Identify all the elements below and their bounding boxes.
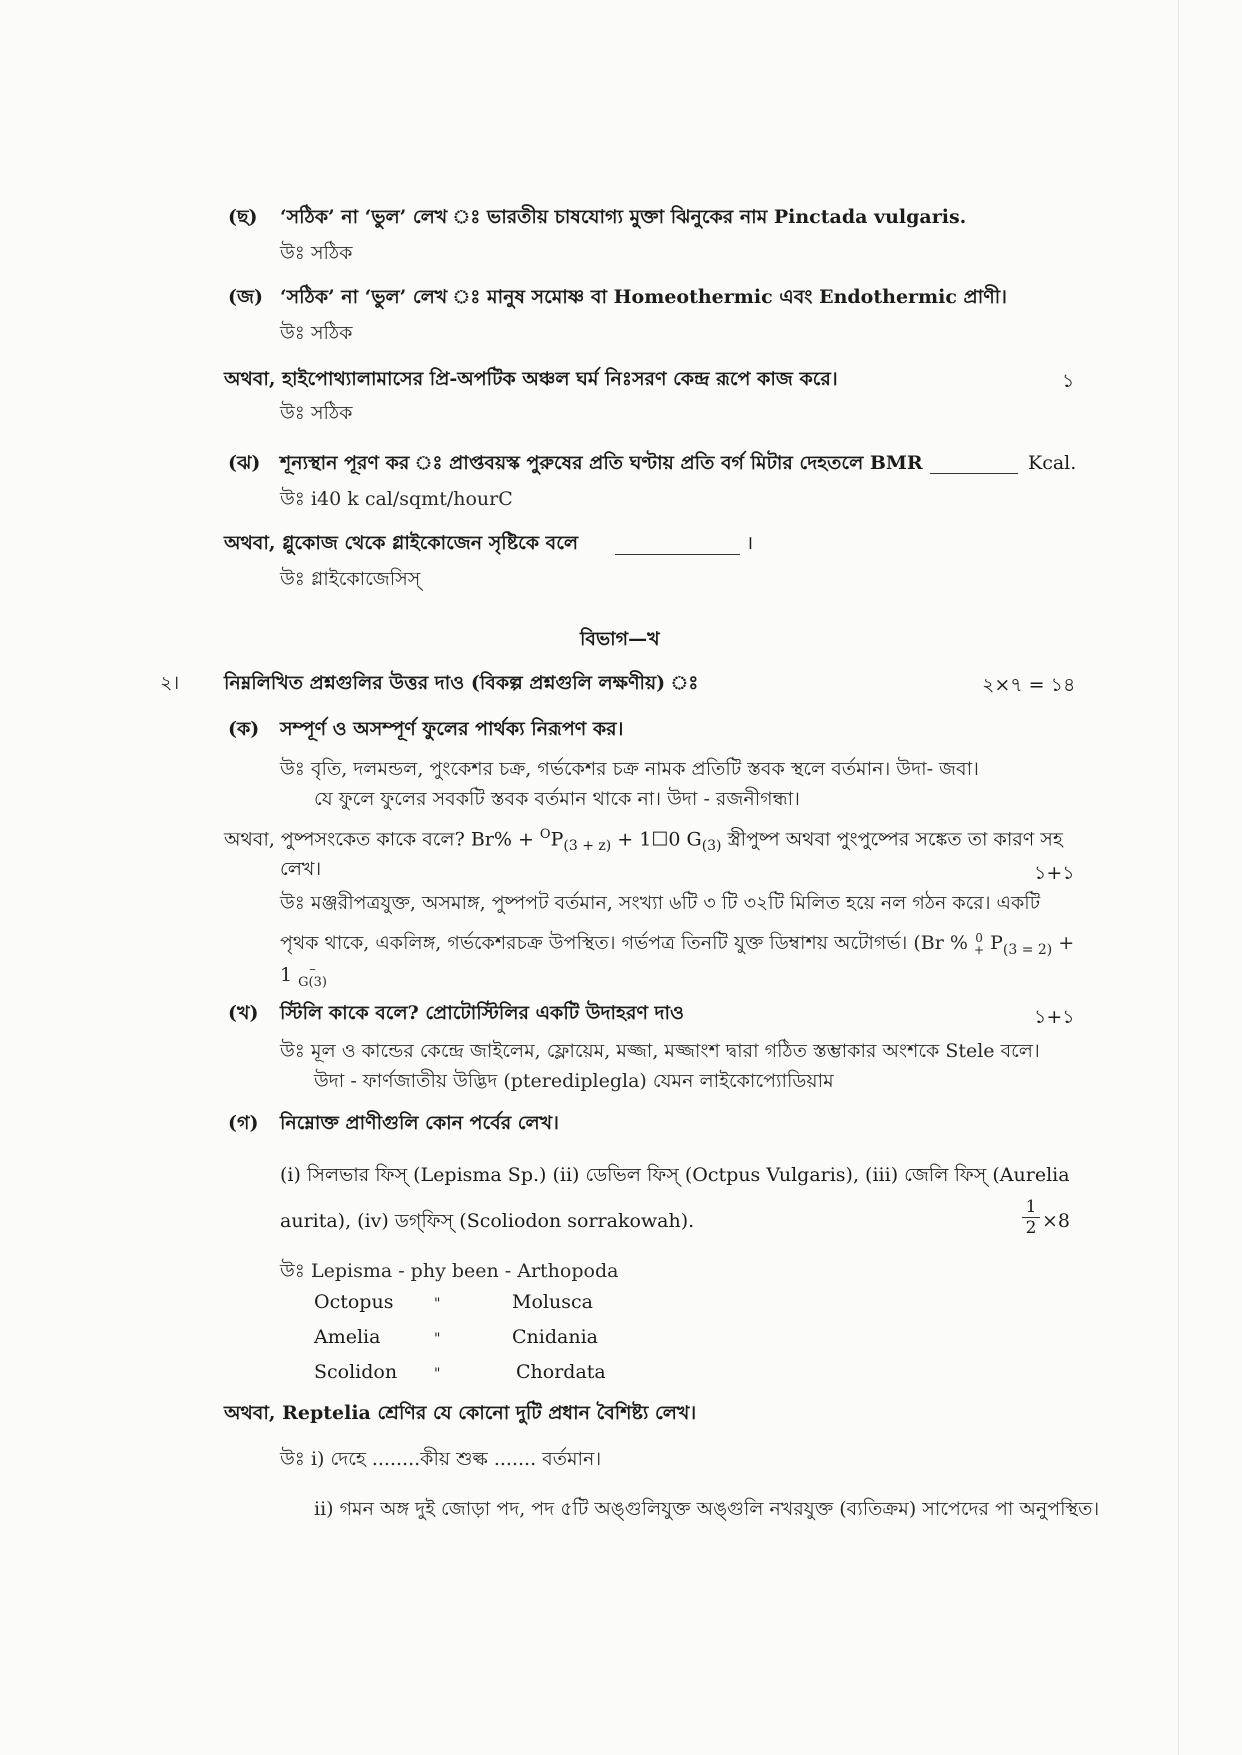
answer-ka-or-plus: + [1052,932,1075,954]
question-ga-line-1: (i) সিলভার ফিস্ (Lepisma Sp.) (ii) ডেভিল ফিস্ (Octpus Vulgaris), (iii) জেলি ফিস্ (Aurelia [280,1164,1070,1186]
question-ga-label: (গ) [228,1112,259,1134]
fraction-denominator: 2 [1025,1218,1037,1238]
answer-ga-or-line-1: উঃ i) দেহে ........কীয় শুল্ক ....... বর্তমান। [280,1448,602,1470]
answer-ga-phylum: Chordata [516,1361,606,1383]
fill-blank-bmr [930,455,1018,474]
question-kha-text: স্টিলি কাকে বলে? প্রোটোস্টিলির একটি উদাহরণ দাও [280,1002,685,1024]
formula-g-sub: (3) [701,838,722,855]
answer-ga-ditto: " [434,1366,441,1382]
question-ga-line-2: aurita), (iv) ডগ্‌ফিস্ (Scoliodon sorrakowah). [280,1210,695,1232]
fill-blank-glycogen [615,536,740,555]
formula-g: G(3) [298,975,327,990]
answer-ga-ditto: " [434,1296,441,1312]
answer-ka-or-line-2 [280,930,1074,963]
question-2-number: ২। [160,672,180,694]
answer-ga-name: Amelia [314,1326,381,1348]
answer-jha: উঃ i40 k cal/sqmt/hourС [280,488,513,510]
question-ga-text: নিম্নোক্ত প্রাণীগুলি কোন পর্বের লেখ। [280,1112,559,1134]
answer-ga-head: উঃ Lepisma - phy been - Arthopoda [280,1260,619,1282]
question-chha-text: ‘সঠিক’ না ‘ভুল’ লেখ ঃ ভারতীয় চাষযোগ্য মুক্তা ঝিনুকের নাম Pinctada vulgaris. [280,206,967,228]
formula-p-sub: (3 + z) [563,838,612,855]
answer-ka-or-line-3 [280,962,327,989]
answer-kha-line-2: উদা - ফার্ণজাতীয় উদ্ভিদ (pterediplegla) যেমন লাইকোপ্যোডিয়াম [314,1070,834,1092]
page-edge-line [1178,0,1179,1755]
formula-box: ☐ [651,828,669,851]
answer-kha-line-1: উঃ মূল ও কান্ডের কেন্দ্রে জাইলেম, ফ্লোয়েম, মজ্জা, মজ্জাংশ দ্বারা গঠিত স্তম্ভাকার অংশকে Stele বলে। [280,1040,1040,1062]
question-ka-label: (ক) [228,718,260,740]
question-jha-label: (ঝ) [228,452,261,474]
question-ja-label: (জ) [228,286,263,308]
question-ka-text: সম্পূর্ণ ও অসম্পূর্ণ ফুলের পার্থক্য নিরূপণ কর। [280,718,624,740]
answer-ka-or-line-1: উঃ মঞ্জরীপত্রযুক্ত, অসমাঙ্গ, পুষ্পপট বর্তমান, সংখ্যা ৬টি ৩ টি ৩২টি মিলিত হয়ে নল গঠন করে। একটি [280,892,1041,914]
question-ga-marks-fraction [1022,1198,1040,1237]
answer-ga-phylum: Molusca [512,1291,593,1313]
question-ja-or-marks: ১ [1062,370,1075,392]
answer-ga-name: Octopus [314,1291,394,1313]
question-chha-label: (ছ) [228,206,258,228]
question-ka-or-marks: ১+১ [1034,862,1075,884]
question-jha-or-end: । [746,532,754,554]
question-kha-marks: ১+১ [1034,1006,1075,1028]
answer-ga-name: Scolidon [314,1361,398,1383]
formula-g-bar: – [309,962,316,977]
answer-ga-row [314,1356,606,1391]
question-ga-or-text: অথবা, Reptelia শ্রেণির যে কোনো দুটি প্রধান বৈশিষ্ট্য লেখ। [224,1402,697,1424]
question-jha-text: শূন্যস্থান পূরণ কর ঃ প্রাপ্তবয়স্ক পুরুষের প্রতি ঘণ্টায় প্রতি বর্গ মিটার দেহতলে BMR [280,452,923,474]
question-ka-or-line-2: লেখ। [280,858,322,880]
answer-ga-row [314,1321,606,1356]
answer-ka-or-line-2-text: পৃথক থাকে, একলিঙ্গ, গর্ভকেশরচক্র উপস্থিত। গর্ভপত্র তিনটি যুক্ত ডিম্বাশয় অটোগর্ভ। (Br % [280,932,968,954]
question-ka-or-suffix: স্ত্রীপুষ্প অথবা পুংপুষ্পের সঙ্কেত তা কারণ সহ [721,828,1063,851]
answer-chha: উঃ সঠিক [280,242,353,264]
answer-ka-or-num: 1 [280,964,293,986]
answer-ka-line-2: যে ফুলে ফুলের সবকটি স্তবক বর্তমান থাকে না। উদা - রজনীগন্ধা। [314,788,800,810]
question-2-text: নিম্নলিখিত প্রশ্নগুলির উত্তর দাও (বিকল্প প্রশ্নগুলি লক্ষণীয়) ঃ [224,672,699,694]
section-title: বিভাগ—খ [580,628,660,650]
question-jha-or-text: অথবা, গ্লুকোজ থেকে গ্লাইকোজেন সৃষ্টিকে বলে [224,532,579,554]
question-ja-text: ‘সঠিক’ না ‘ভুল’ লেখ ঃ মানুষ সমোষ্ণ বা Homeothermic এবং Endothermic প্রাণী। [280,286,1007,308]
question-2-marks: ২×৭ = ১৪ [982,674,1076,696]
answer-ga-table [314,1286,606,1391]
formula-stack-sub: + [973,943,985,957]
formula-stack [974,932,984,956]
question-ga-marks-mult: ×8 [1042,1210,1071,1232]
question-ka-or-line-1 [224,822,1063,859]
answer-ja: উঃ সঠিক [280,322,353,344]
fraction-numerator: 1 [1025,1197,1037,1217]
formula-after-box: 0 G [668,828,702,851]
question-ja-or-text: অথবা, হাইপোথ্যালামাসের প্রি-অপটিক অঞ্চল ঘর্ম নিঃসরণ কেন্দ্র রূপে কাজ করে। [224,368,838,390]
answer-ka-or-psub: (3 = 2) [1002,941,1053,958]
formula-p: P [550,828,564,851]
question-kha-label: (খ) [228,1002,259,1024]
question-jha-unit: Kcal. [1028,452,1077,474]
formula-mid: + 1 [611,828,652,851]
answer-jha-or: উঃ গ্লাইকোজেসিস্ [280,568,421,590]
question-ka-or-prefix: অথবা, পুষ্পসংকেত কাকে বলে? Br% + [224,828,540,851]
answer-ga-row [314,1286,606,1321]
answer-ga-or-line-2: ii) গমন অঙ্গ দুই জোড়া পদ, পদ ৫টি অঙ্গুলিযুক্ত অঙ্গুলি নখরযুক্ত (ব্যতিক্রম) সাপেদের পা অনুপস্থিত। [314,1498,1100,1520]
answer-ja-or: উঃ সঠিক [280,402,353,424]
answer-ga-ditto: " [434,1331,441,1347]
formula-stack-sup: 0 [975,931,983,945]
answer-ga-phylum: Cnidania [512,1326,598,1348]
answer-ka-or-p: P [984,932,1003,954]
formula-g-stack [298,963,327,989]
formula-o-sup: O [539,827,551,842]
answer-ka-line-1: উঃ বৃতি, দলমন্ডল, পুংকেশর চক্র, গর্ভকেশর চক্র নামক প্রতিটি স্তবক স্থলে বর্তমান। উদা- জবা। [280,758,979,780]
